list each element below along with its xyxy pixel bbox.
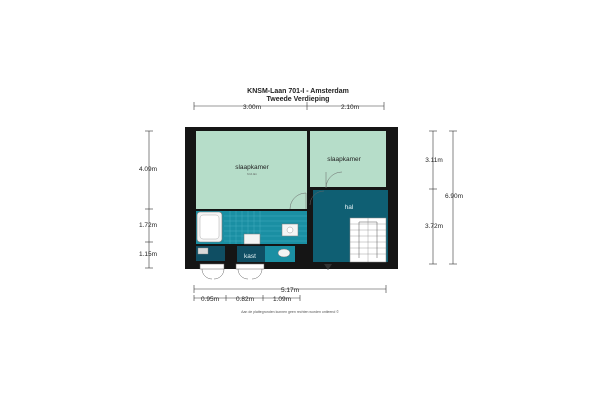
room-label-bedroom-left: slaapkamer: [235, 164, 269, 171]
plan-subtitle: Tweede Verdieping: [266, 96, 330, 103]
toilet-icon: [278, 249, 290, 257]
room-label-storage: kast: [244, 253, 256, 260]
shower-icon: [244, 234, 260, 244]
dim-bottom-seg3: 1.09m: [272, 296, 292, 303]
appliance-icon: [198, 248, 208, 254]
dim-left-lower: 1.15m: [138, 251, 158, 258]
dim-right-total: 6.90m: [444, 193, 464, 200]
room-label-hall: hal: [344, 204, 354, 211]
room-sublabel-bedroom-left: h=2.4m: [246, 172, 258, 176]
staircase-icon: [350, 218, 386, 262]
dim-top-right: 2.10m: [340, 104, 360, 111]
dim-left-middle: 1.72m: [138, 222, 158, 229]
disclaimer-note: Aan de plattegronden kunnen geen rechten worden ontleend ©: [241, 310, 339, 314]
dim-right-lower: 3.72m: [424, 223, 444, 230]
dim-left-upper: 4.09m: [138, 166, 158, 173]
dim-bottom-seg1: 0.95m: [200, 296, 220, 303]
dim-bottom-seg2: 0.82m: [235, 296, 255, 303]
plan-title: KNSM-Laan 701-I - Amsterdam: [247, 88, 349, 95]
dim-bottom-total: 5.17m: [280, 287, 300, 294]
dim-right-upper: 3.11m: [425, 157, 443, 164]
room-label-bedroom-right: slaapkamer: [327, 156, 361, 163]
dim-top-left: 3.00m: [242, 104, 262, 111]
left-dimension: [145, 131, 153, 268]
